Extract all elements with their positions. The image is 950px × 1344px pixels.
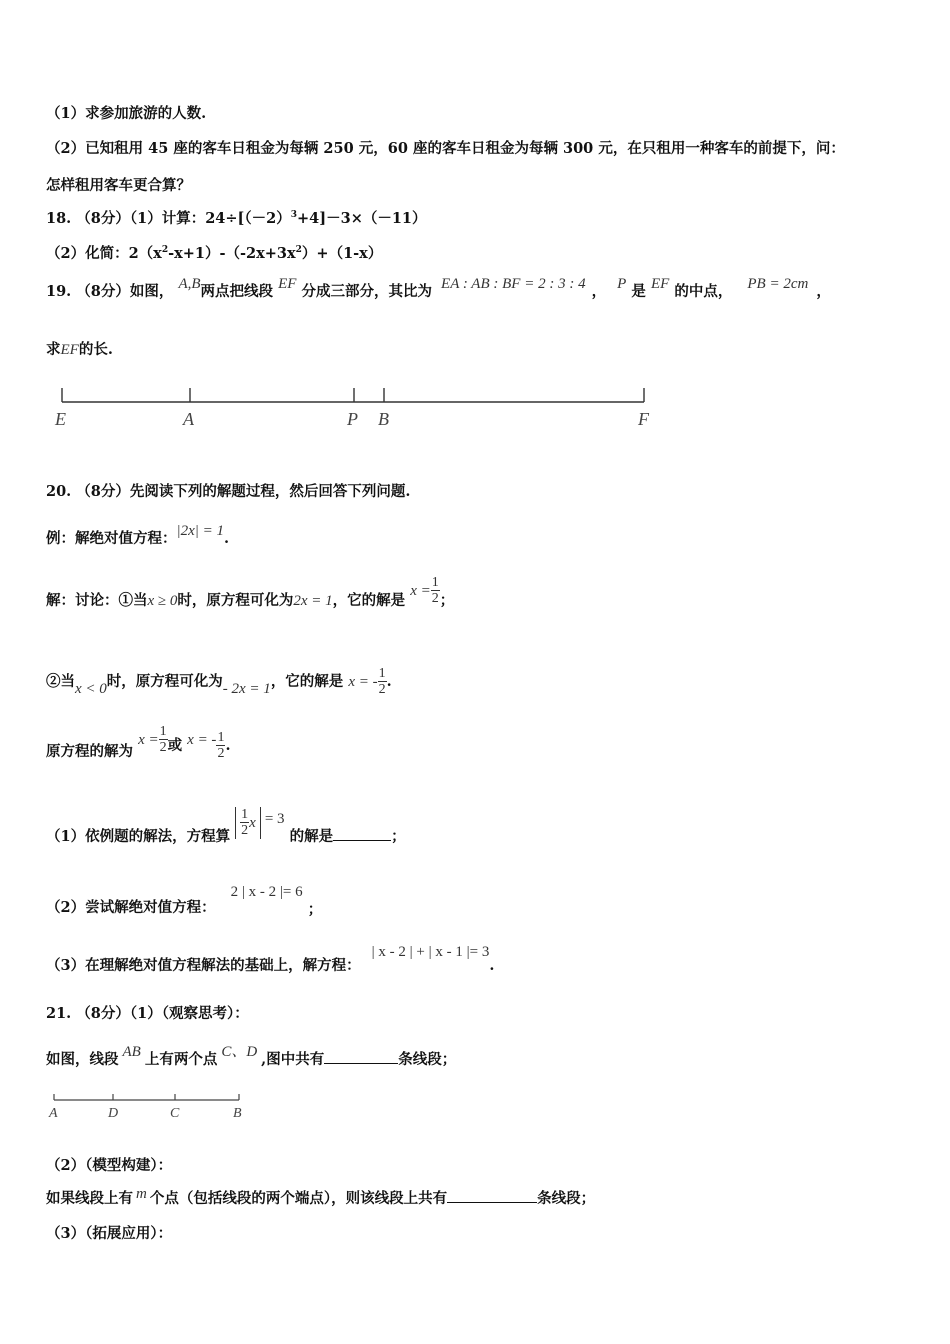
q20-ex-b: . [224,530,230,547]
q19-a: 19. （8分）如图， [46,283,174,300]
q20-p2-a: （2）尝试解绝对值方程： [46,899,216,916]
q17-part1: （1）求参加旅游的人数. [46,105,207,122]
q20-p1-x: x [249,814,256,831]
q20-p1-eq: = 3 [264,810,285,827]
frac-num: 1 [431,575,439,590]
q20-part1 [46,805,406,845]
q21-segment-figure [46,1090,256,1124]
label-A: A [49,1106,58,1121]
answer-blank-1[interactable] [333,840,391,841]
q19-pb: PB = 2cm [747,276,809,292]
q19-m4: P [617,276,627,292]
label-B: B [378,409,389,429]
q20-s3-sol2: x = - [187,731,217,748]
q21-l2-c: 条线段； [537,1190,596,1207]
q19-f: 的中点， [674,283,733,300]
q20-p1-b: 的解是 [289,827,334,845]
q19-line1 [46,276,831,301]
q20-s2-b: 时，原方程可化为 [106,672,223,690]
q20-p3-b: . [489,957,495,974]
q20-example [46,523,230,548]
q20-s1-a: 解：讨论：①当 [46,591,148,609]
label-P: P [347,409,358,429]
frac-den: 2 [241,823,249,839]
q19-m7: EF [60,342,79,358]
q20-p2-b: ； [307,901,323,918]
q20-part3 [46,940,495,974]
q20-p1-a: （1）依例题的解法，方程算 [46,827,231,845]
frac-num: 1 [378,666,386,681]
answer-blank-2[interactable] [324,1063,398,1064]
q20-p1-c: ； [391,827,406,845]
frac-num: 1 [217,730,225,745]
q20-s1-b: 时，原方程可化为 [177,591,294,609]
q20-p3-eq: | x - 2 | + | x - 1 |= 3 [371,944,490,960]
label-B: B [233,1106,242,1121]
q19-h: 求 [46,341,61,358]
q18-part2 [46,242,382,263]
q17-part2: （2）已知租用 45 座的客车日租金为每辆 250 元，60 座的客车日租金为每辆 300 元，在只租用一种客车的前提下，问： [46,140,845,157]
q20-s2-frac [378,666,387,698]
q21-l1-cd: C、D [221,1044,258,1060]
q19-m1: A,B [178,276,201,292]
q21-l2-b: 个点（包括线段的两个端点），则该线段上共有 [149,1190,448,1207]
answer-blank-3[interactable] [447,1202,537,1203]
label-A: A [183,409,194,429]
q20-s1-c: ，它的解是 [332,591,406,609]
q18-part1 [46,207,427,228]
q19-m2: EF [278,276,297,292]
q20-head: 20. （8分）先阅读下列的解题过程，然后回答下列问题. [46,483,411,500]
q21-line2 [46,1187,595,1208]
q20-s2-eq: - 2x = 1 [222,680,271,697]
frac-den: 2 [159,740,167,756]
q18-sup: 3 [290,210,297,221]
q20-s3-b: 或 [167,736,183,754]
q20-s3-frac1 [159,724,168,756]
q19-i: 的长. [78,341,113,358]
q21-l1-b: 上有两个点 [144,1051,218,1068]
q20-s3-a: 原方程的解为 [46,742,133,760]
q18-p2-sup1: 2 [161,245,169,256]
q18-p2a: （2）化简：2（x [46,245,162,262]
q17-part2-cont: 怎样租用客车更合算？ [46,177,191,194]
q20-part2 [46,880,323,918]
q20-step3 [46,724,231,762]
q20-s2-d: . [386,672,392,690]
q20-s2-a: ②当 [46,672,75,690]
q19-c: 分成三部分，其比为 [301,283,432,300]
q20-s1-sol: x = [410,582,431,599]
label-D: D [108,1106,119,1121]
q20-p2-eq: 2 | x - 2 |= 6 [230,884,303,900]
q20-ex-a: 例：解绝对值方程： [46,530,177,547]
q19-e: 是 [631,283,646,300]
q21-l2-m: m [136,1186,147,1202]
q19-ratio: EA : AB : BF = 2 : 3 : 4 [441,276,586,292]
label-C: C [170,1106,180,1121]
q21-part3: （3）（拓展应用）： [46,1225,173,1242]
q19-segment-figure [50,383,670,433]
frac-den: 2 [431,591,439,607]
q21-l1-a: 如图，线段 [46,1051,119,1068]
q20-s3-sol1: x = [138,731,159,748]
q21-part2: （2）（模型构建）： [46,1157,173,1174]
q20-s2-c: ，它的解是 [270,672,344,690]
label-E: E [55,409,66,429]
q19-m5: EF [650,276,670,292]
label-F: F [638,409,649,429]
q20-step1 [46,575,455,617]
q20-s3-c: . [225,736,231,754]
q18-tail: +4]－3×（－11） [297,210,427,227]
q20-s1-eq: 2x = 1 [293,592,333,609]
frac-den: 2 [217,746,225,762]
q18-p2c: ）+（1-x） [301,245,383,262]
q20-s2-cond: x < 0 [75,680,107,697]
q19-d: ， [591,283,607,300]
q20-s1-frac [431,575,440,607]
q19-g: ， [816,283,831,300]
q21-l2-a: 如果线段上有 [46,1190,133,1207]
q21-l1-ab: AB [122,1044,141,1060]
q20-p1-abs [235,807,261,839]
q21-head: 21. （8分）（1）（观察思考）： [46,1005,249,1022]
frac-num: 1 [241,807,249,822]
q20-p1-frac [240,807,249,839]
q21-l1-c: ,图中共有 [261,1051,325,1068]
q20-p3-a: （3）在理解绝对值方程解法的基础上，解方程： [46,957,361,974]
q19-b: 两点把线段 [200,283,274,300]
q20-s1-d: ； [439,591,455,609]
q21-line1 [46,1040,457,1068]
q18-text: 18. （8分）（1）计算：24÷[（－2） [46,210,291,227]
q20-step2 [46,666,392,698]
q18-p2-sup2: 2 [295,245,302,256]
frac-num: 1 [159,724,167,739]
q20-ex-eq: |2x| = 1 [176,523,225,539]
q20-s2-sol: x = - [348,673,378,690]
frac-den: 2 [378,682,386,698]
q18-p2b: -x+1）-（-2x+3x [168,245,296,262]
q21-l1-d: 条线段； [398,1051,457,1068]
q19-line2 [46,338,113,359]
q20-s1-cond: x ≥ 0 [147,592,178,609]
